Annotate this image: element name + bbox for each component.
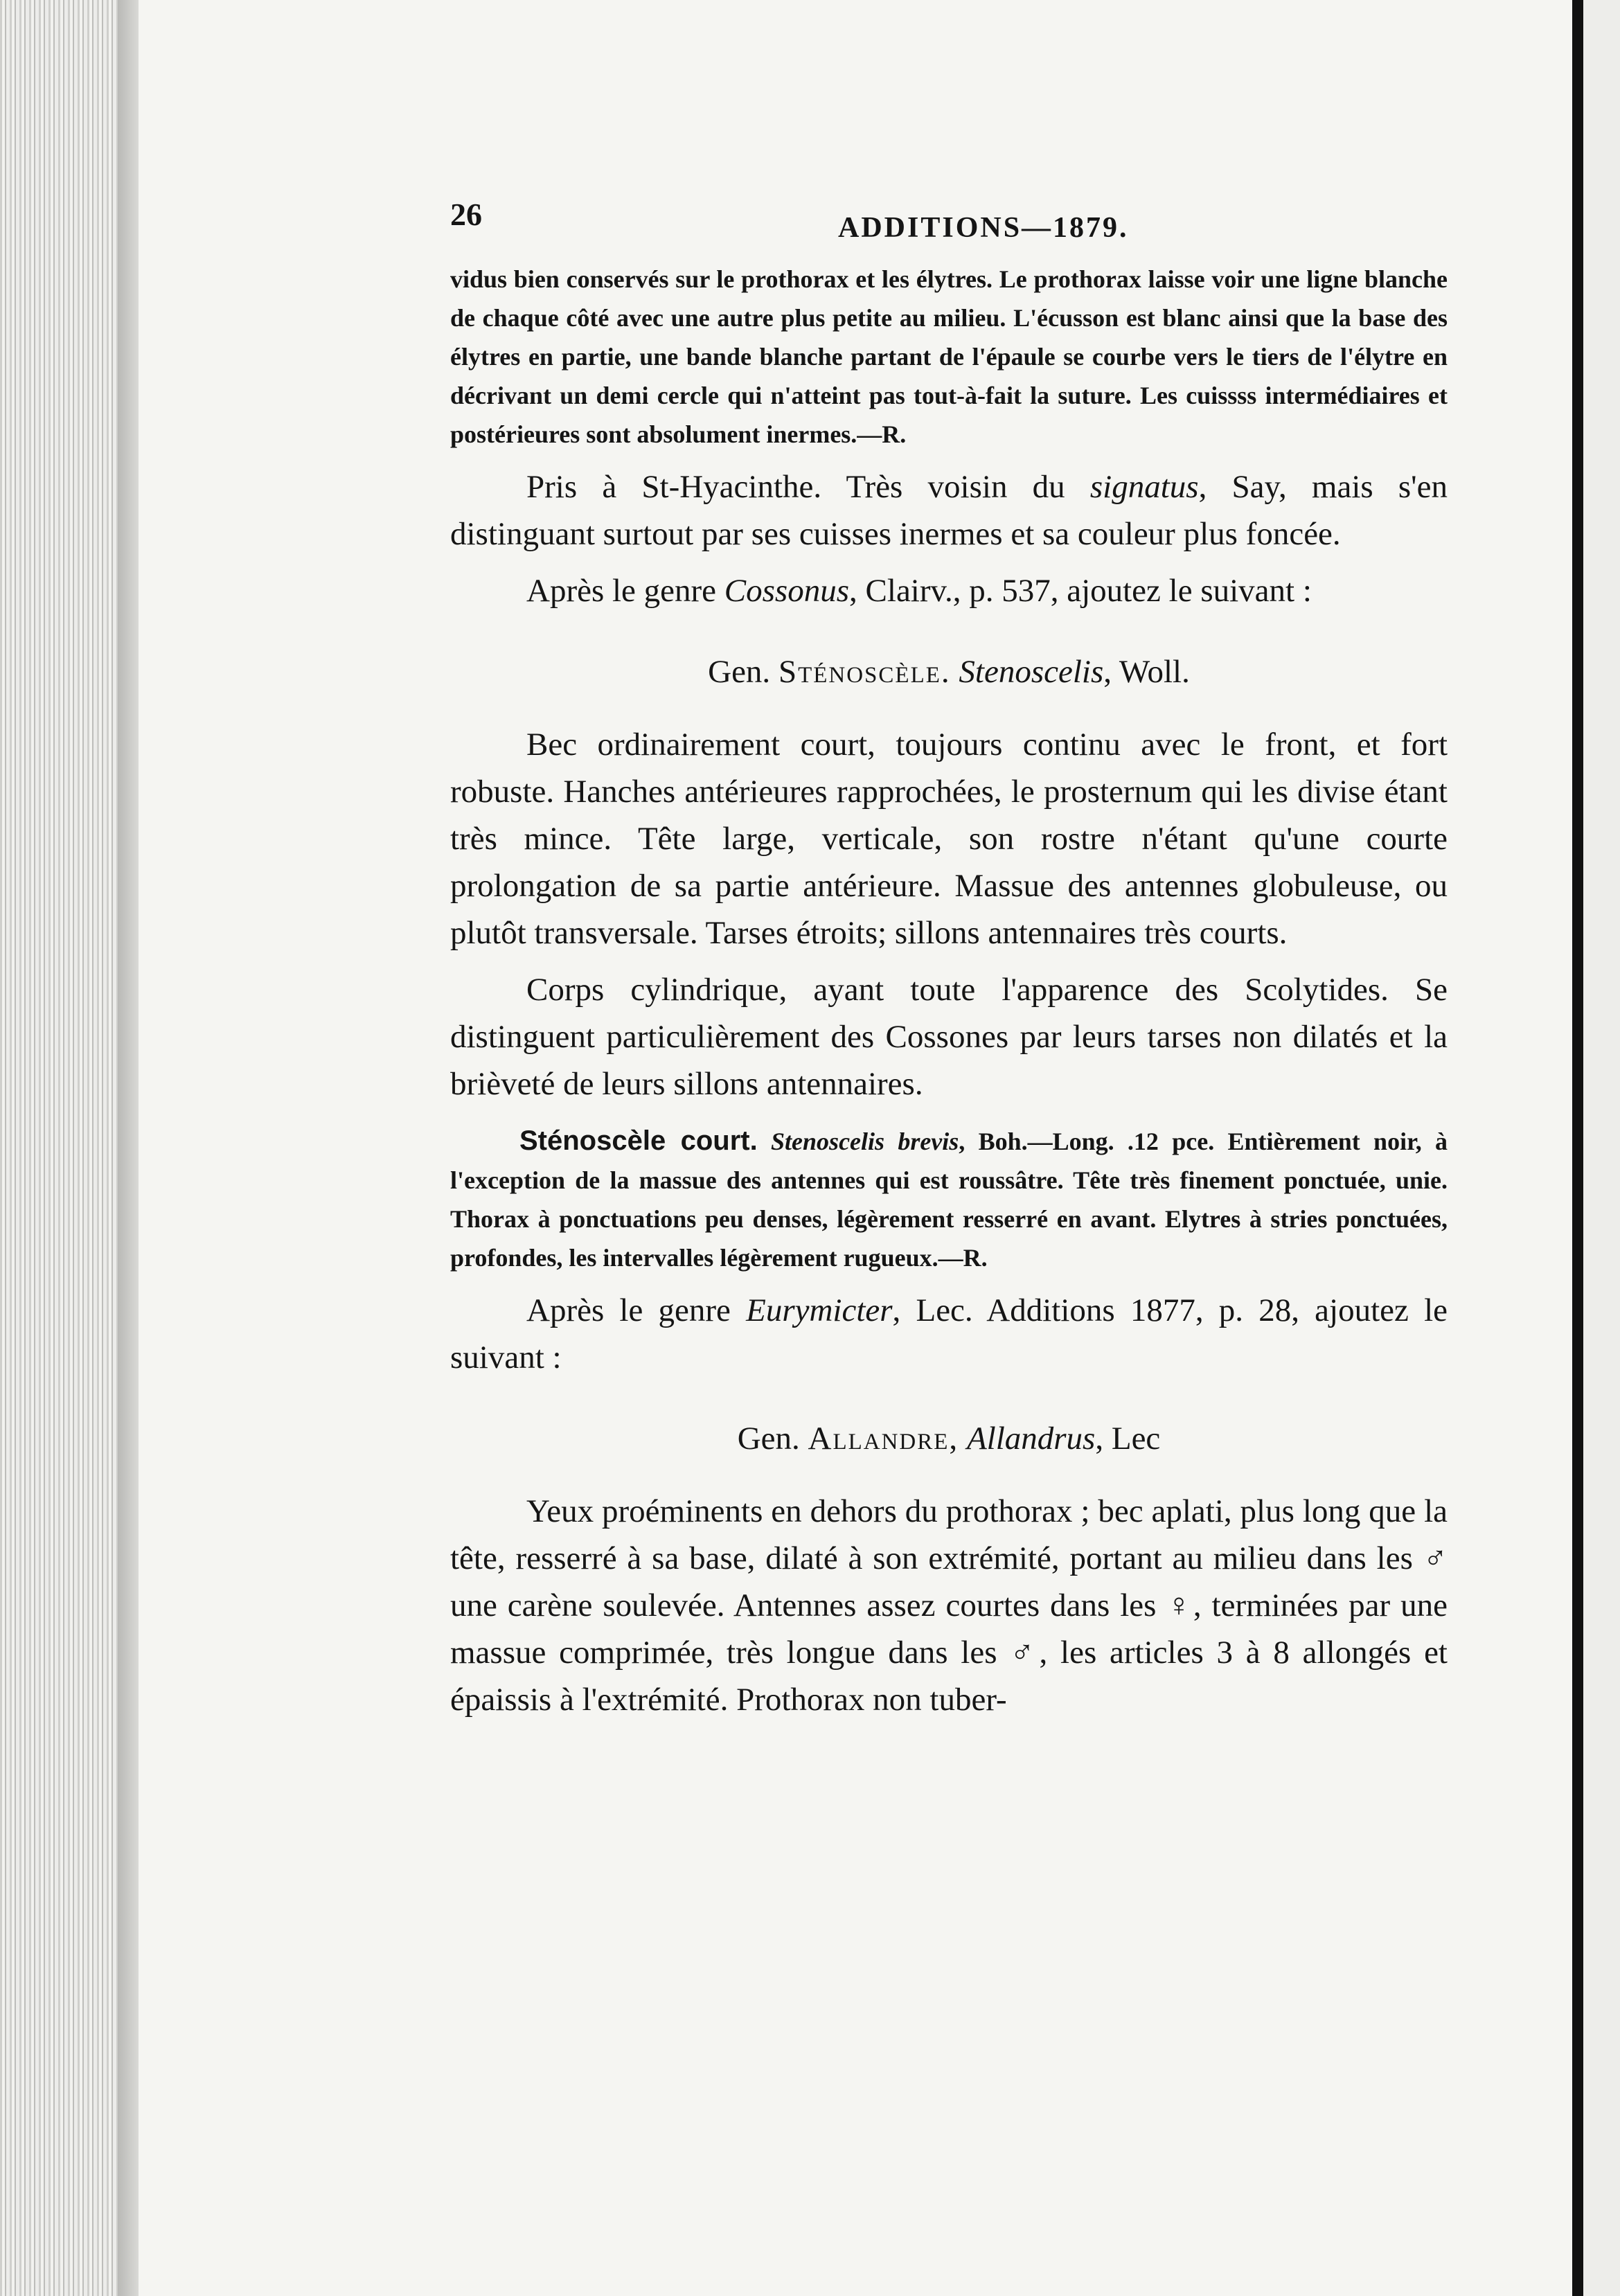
right-margin [1583, 0, 1620, 2296]
paragraph-continued: vidus bien conservés sur le prothorax et les élytres. Le prothorax laisse voir une ligne blanche de chaque côté avec une autre plus petite au milieu. L'écusson est blanc ainsi que la base des élytres en partie, une bande blanche partant de l'épaule se courbe vers le tiers de l'élytre en décrivant un demi cercle qui n'atteint pas tout-à-fait la suture. Les cuissss intermédiaires et postérieures sont absolument inermes.—R. [450, 265, 1448, 448]
allandrus-description: Yeux proéminents en dehors du prothorax ; bec aplati, plus long que la tête, resserré à sa base, dilaté à son extrémité, portant au milieu dans les ♂ une carène soulevée. Antennes assez courtes dans les ♀, terminées par une massue comprimée, très longue dans les ♂, les articles 3 à 8 allongés et épaissis à l'extrémité. Prothorax non tuber- [450, 1493, 1448, 1718]
running-head: ADDITIONS—1879. [838, 212, 1129, 244]
paragraph-locality: Pris à St-Hyacinthe. Très voisin du signatus, Say, mais s'en distinguant surtout par ses cuisses inermes et sa couleur plus foncée. [450, 469, 1448, 552]
genus-heading-stenoscelis: Gen. Sténoscèle. Stenoscelis, Woll. [708, 654, 1190, 690]
paragraph-insert-genus: Après le genre Cossonus, Clairv., p. 537, ajoutez le suivant : [526, 573, 1312, 609]
genus-description: Bec ordinairement court, toujours continu avec le front, et fort robuste. Hanches antérieures rapprochées, le prosternum qui les divise étant très mince. Tête large, verticale, son rostre n'étant qu'une courte prolongation de sa partie antérieure. Massue des antennes globuleuse, ou plutôt transversale. Tarses étroits; sillons antennaires très courts. [450, 727, 1448, 951]
page-number: 26 [450, 197, 482, 232]
book-spine-edge [0, 0, 139, 2296]
page-right-border [1572, 0, 1583, 2296]
genus-heading-allandrus: Gen. Allandre, Allandrus, Lec [737, 1421, 1161, 1457]
species-entry: Sténoscèle court. Stenoscelis brevis, Boh.—Long. .12 pce. Entièrement noir, à l'exception de la massue des antennes qui est roussâtre. Tête très finement ponctuée, unie. Thorax à ponctuations peu denses, légèrement resserré en avant. Elytres à stries ponctuées, profondes, les intervalles légèrement rugueux.—R. [450, 1125, 1448, 1272]
genus-body-description: Corps cylindrique, ayant toute l'apparence des Scolytides. Se distinguent particulièrement des Cossones par leurs tarses non dilatés et la brièveté de leurs sillons antennaires. [450, 972, 1448, 1102]
page-content [450, 177, 1448, 1723]
paragraph-insert-genus-2: Après le genre Eurymicter, Lec. Additions 1877, p. 28, ajoutez le suivant : [450, 1292, 1448, 1376]
page-header [450, 177, 1448, 246]
